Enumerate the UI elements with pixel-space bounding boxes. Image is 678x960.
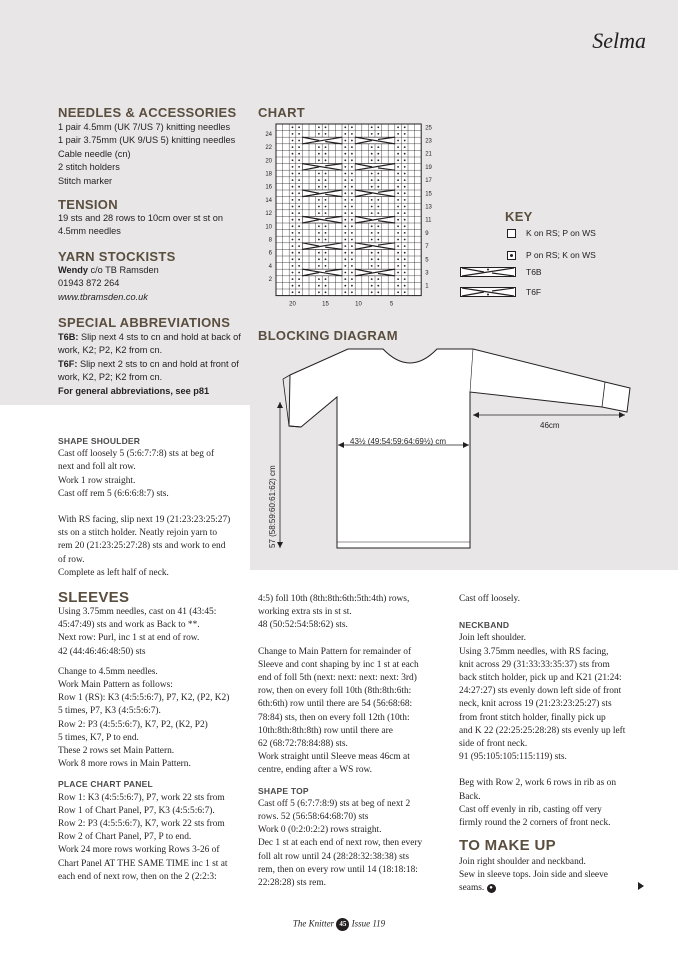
text-line: Complete as left half of neck. — [58, 567, 169, 578]
t6b-cable-icon — [460, 267, 516, 277]
key-label: P on RS; K on WS — [526, 250, 596, 260]
blocking-heading: BLOCKING DIAGRAM — [258, 328, 398, 343]
tension-text — [58, 212, 223, 239]
text-line: 5 times, P7, K3 (4:5:5:6:7). — [58, 706, 161, 717]
needles-line: Cable needle (cn) — [58, 148, 131, 159]
t6f-definition: Slip next 2 sts to cn and hold at front of — [77, 358, 239, 369]
tension-heading: TENSION — [58, 197, 118, 212]
text-line: side of front neck. — [459, 739, 528, 750]
yarn-text — [58, 264, 159, 304]
chart-column-label: 10 — [355, 301, 362, 308]
key-label: T6F — [526, 287, 542, 297]
place-chart-heading: PLACE CHART PANEL — [58, 779, 153, 790]
chart-row-label: 13 — [425, 204, 432, 211]
sleeve-shaping-column — [258, 593, 422, 890]
text-line: 10th:8th:8th:8th) row until there are — [258, 725, 393, 736]
key-item-knit — [507, 228, 596, 238]
yarn-brand: Wendy — [58, 265, 88, 275]
chart-row-label: 6 — [268, 250, 272, 257]
text-line: With RS facing, slip next 19 (21:23:23:25:27) — [58, 515, 231, 526]
sweater-outline — [289, 349, 630, 548]
continue-arrow-icon — [638, 882, 644, 890]
text-line: back stitch holder, pick up and K21 (21:24: — [459, 673, 622, 684]
text-line: 91 (95:105:105:115:119) sts. — [459, 752, 567, 763]
yarn-heading: YARN STOCKISTS — [58, 249, 176, 264]
shape-shoulder-section — [58, 435, 230, 580]
text-line: Row 1 (RS): K3 (4:5:5:6:7), P7, K2, (P2, K2) — [58, 693, 230, 704]
tension-line: 19 sts and 28 rows to 10cm over st st on — [58, 213, 223, 223]
empty-square-icon — [507, 229, 516, 238]
shape-top-heading: SHAPE TOP — [258, 785, 309, 796]
text-line: 5 times, K7, P to end. — [58, 732, 139, 743]
t6f-cable-icon — [460, 287, 516, 297]
text-line: sts on a stitch holder. Neatly rejoin yarn to — [58, 528, 218, 539]
text-line: Work 8 more rows in Main Pattern. — [58, 759, 191, 770]
text-line: from front stitch holder, finally pick up — [459, 712, 606, 723]
abbrev-heading: SPECIAL ABBREVIATIONS — [58, 315, 231, 330]
text-line: Cast off rem 5 (6:6:6:8:7) sts. — [58, 488, 169, 499]
chart-row-label: 10 — [265, 224, 272, 231]
text-line: These 2 rows set Main Pattern. — [58, 746, 175, 757]
cable-chart — [254, 120, 444, 320]
text-line: rows. 52 (56:58:64:68:70) sts — [258, 812, 369, 823]
chart-row-label: 24 — [265, 131, 272, 138]
sleeves-section — [58, 606, 229, 884]
chart-row-label: 4 — [268, 263, 272, 270]
text-line: 22:28:28) sts rem. — [258, 878, 326, 889]
shape-shoulder-heading: SHAPE SHOULDER — [58, 436, 141, 446]
chart-column-label: 15 — [322, 301, 329, 308]
chart-row-label: 25 — [425, 125, 432, 132]
t6b-definition-cont: work, K2; P2, K2 from cn. — [58, 345, 163, 356]
text-line: Sleeve and cont shaping by inc 1 st at each — [258, 659, 419, 670]
chart-row-label: 8 — [268, 237, 272, 244]
text-line: Row 1 of Chart Panel, P7, K3 (4:5:5:6:7). — [58, 805, 215, 816]
chart-row-label: 2 — [268, 277, 272, 284]
chart-row-label: 12 — [265, 211, 272, 218]
chart-heading: CHART — [258, 105, 305, 120]
text-line: Cast off 5 (6:7:7:8:9) sts at beg of next 2 — [258, 798, 411, 809]
text-line: centre, ending after a WS row. — [258, 765, 373, 776]
issue-number: Issue 119 — [351, 918, 386, 929]
needles-line: 1 pair 4.5mm (UK 7/US 7) knitting needles — [58, 122, 231, 132]
text-line: of row. — [58, 554, 85, 565]
key-item-t6b — [460, 267, 542, 277]
chart-row-label: 17 — [425, 178, 432, 185]
chart-row-label: 19 — [425, 164, 432, 171]
text-line: Row 2: P3 (4:5:5:6:7), K7, work 22 sts from — [58, 819, 225, 830]
tension-line: 4.5mm needles — [58, 226, 121, 237]
text-line: Chart Panel AT THE SAME TIME inc 1 st at — [58, 858, 228, 869]
blocking-diagram — [265, 345, 655, 560]
text-line: Using 3.75mm needles, with RS facing, — [459, 646, 609, 657]
text-line: Sew in sleeve tops. Join side and sleeve — [459, 870, 608, 881]
text-line: 45:47:49) sts and work as Back to **. — [58, 620, 200, 631]
to-make-up-heading: TO MAKE UP — [459, 837, 556, 854]
text-line: firmly round the 2 corners of front neck. — [459, 818, 611, 829]
text-line: 4:5) foll 10th (8th:8th:6th:5th:4th) rows, — [258, 594, 410, 604]
magazine-name: The Knitter — [292, 918, 335, 929]
text-line: knit across 29 (31:33:33:35:37) sts from — [459, 659, 610, 670]
text-line: Back. — [459, 791, 481, 802]
text-line: Cast off loosely 5 (5:6:7:7:8) sts at beg of — [58, 449, 215, 460]
dot-square-icon — [507, 251, 516, 260]
text-line: and K 22 (22:25:25:28:28) sts evenly up left — [459, 725, 626, 736]
text-line: 42 (44:46:46:48:50) sts — [58, 646, 146, 657]
chart-row-label: 7 — [425, 244, 429, 251]
text-line: Next row: Purl, inc 1 st at end of row. — [58, 633, 200, 644]
abbrev-text — [58, 331, 241, 398]
text-line: 78:84) sts, then on every foll 12th (10th: — [258, 712, 410, 723]
text-line: 62 (68:72:78:84:88) sts. — [258, 739, 348, 750]
text-line: rem 20 (21:23:25:27:28) sts and work to end — [58, 541, 226, 552]
text-line: 24:27:27) sts evenly down left side of front — [459, 686, 622, 697]
text-line: Work 0 (0:2:0:2:2) rows straight. — [258, 825, 382, 836]
general-abbrev-note: For general abbreviations, see p81 — [58, 385, 210, 396]
t6f-definition-cont: work, K2, P2; K2 from cn. — [58, 372, 163, 383]
text-line: next and foll alt row. — [58, 462, 136, 473]
text-line: Row 1: K3 (4:5:5:6:7), P7, work 22 sts from — [58, 792, 225, 803]
key-label: K on RS; P on WS — [526, 228, 596, 238]
needles-list — [58, 121, 235, 188]
text-line: 6th:6th) row until there are 54 (56:68:68: — [258, 699, 413, 710]
text-line: Work 24 more rows working Rows 3-26 of — [58, 845, 220, 856]
sleeve-measurement: 46cm — [540, 421, 560, 430]
chart-row-label: 11 — [425, 217, 432, 224]
chart-row-label: 16 — [265, 184, 272, 191]
text-line: end of foll 5th (next: next: next: next: 3rd) — [258, 673, 417, 684]
text-line: Cast off loosely. — [459, 594, 520, 604]
needles-line: 1 pair 3.75mm (UK 9/US 5) knitting needles — [58, 135, 236, 146]
text-line: seams. — [459, 883, 485, 894]
text-line: Change to Main Pattern for remainder of — [258, 646, 412, 657]
text-line: working extra sts in st st. — [258, 607, 352, 618]
text-line: Beg with Row 2, work 6 rows in rib as on — [459, 778, 617, 789]
key-item-t6f — [460, 287, 541, 297]
text-line: Change to 4.5mm needles. — [58, 666, 158, 677]
text-line: Work straight until Sleeve meas 46cm at — [258, 752, 410, 763]
chart-row-label: 18 — [265, 171, 272, 178]
chart-row-label: 14 — [265, 197, 272, 204]
key-heading: KEY — [505, 209, 533, 224]
text-line: Cast off evenly in rib, casting off very — [459, 804, 602, 815]
key-item-purl — [507, 250, 596, 260]
chart-row-label: 1 — [425, 283, 429, 290]
chart-row-label: 23 — [425, 138, 432, 145]
text-line: foll alt row until 24 (28:28:32:38:38) sts — [258, 851, 410, 862]
t6b-label: T6B: — [58, 332, 79, 342]
text-line: Row 2: P3 (4:5:5:6:7), K7, P2, (K2, P2) — [58, 719, 208, 730]
key-label: T6B — [526, 267, 542, 277]
yarn-company: c/o TB Ramsden — [87, 265, 159, 275]
height-measurement: 57 (58:59:60:61:62) cm — [268, 465, 277, 548]
make-up-text — [459, 856, 608, 896]
text-line: Work 1 row straight. — [58, 475, 136, 486]
text-line: Join right shoulder and neckband. — [459, 857, 586, 867]
t6b-definition: Slip next 4 sts to cn and hold at back of — [78, 332, 241, 342]
yarn-website-link[interactable]: www.tbramsden.co.uk — [58, 291, 148, 302]
text-line: neck, knit across 19 (21:23:23:25:27) sts — [459, 699, 612, 710]
chart-row-label: 5 — [425, 257, 429, 264]
yarn-phone: 01943 872 264 — [58, 278, 120, 289]
chart-row-label: 21 — [425, 151, 432, 158]
chart-row-label: 9 — [425, 230, 429, 237]
text-line: 48 (50:52:54:58:62) sts. — [258, 620, 348, 631]
page-title: Selma — [592, 28, 646, 53]
chart-row-label: 3 — [425, 270, 429, 277]
chart-row-label: 20 — [265, 158, 272, 165]
page-footer — [0, 918, 678, 931]
text-line: Using 3.75mm needles, cast on 41 (43:45: — [58, 607, 217, 617]
text-line: Join left shoulder. — [459, 633, 526, 644]
text-line: Work Main Pattern as follows: — [58, 680, 173, 691]
neckband-heading: NECKBAND — [459, 620, 510, 631]
chart-column-label: 5 — [389, 301, 394, 308]
sleeves-heading: SLEEVES — [58, 589, 130, 606]
end-mark-icon: ● — [487, 884, 496, 893]
width-measurement: 43½ (49:54:59:64:69½) cm — [350, 437, 447, 446]
neckband-column — [459, 593, 625, 830]
text-line: Dec 1 st at each end of next row, then every — [258, 838, 423, 849]
chart-row-label: 15 — [425, 191, 432, 198]
needles-heading: NEEDLES & ACCESSORIES — [58, 105, 237, 120]
page-number: 45 — [336, 918, 349, 931]
t6f-label: T6F: — [58, 358, 78, 369]
text-line: rem, then on every row until 14 (18:18:18: — [258, 864, 418, 875]
needles-line: 2 stitch holders — [58, 162, 120, 173]
chart-row-label: 22 — [265, 145, 272, 152]
text-line: each end of next row, then on the 2 (2:2:3: — [58, 871, 217, 882]
chart-column-label: 20 — [289, 301, 296, 308]
needles-line: Stitch marker — [58, 175, 113, 186]
text-line: Row 2 of Chart Panel, P7, P to end. — [58, 832, 192, 843]
text-line: row, then on every foll 10th (8th:8th:6th: — [258, 686, 412, 697]
